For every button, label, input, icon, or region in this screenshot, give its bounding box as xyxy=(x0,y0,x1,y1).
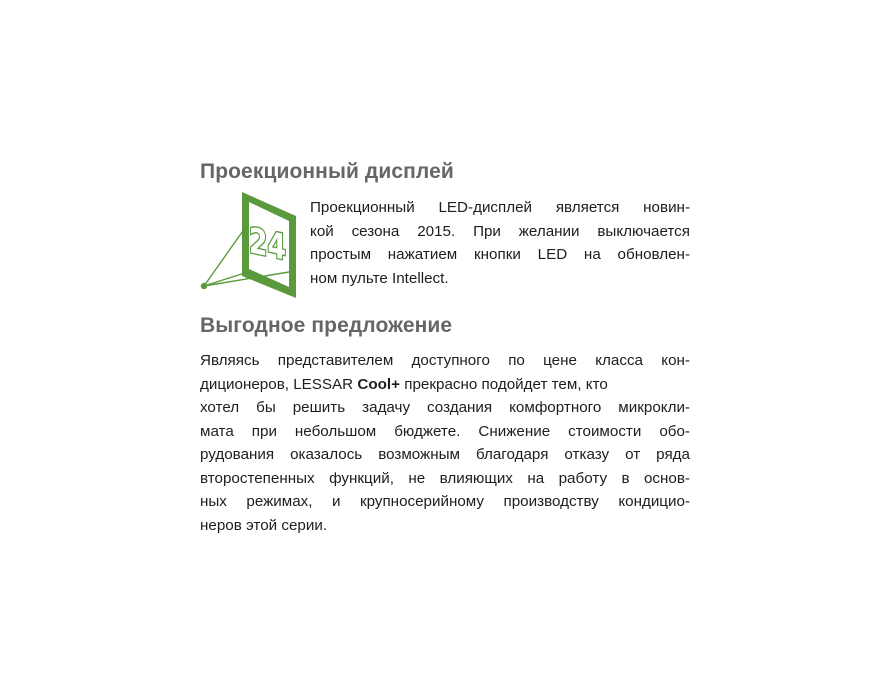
text-fragment: диционеров, LESSAR xyxy=(200,375,354,393)
text-line: неров этой серии. xyxy=(200,516,328,534)
text-line: простым нажатием кнопки LED на обновлен- xyxy=(310,246,690,263)
text-line: Являясь представителем доступного по цене класса кон- xyxy=(200,352,690,369)
text-line: мата при небольшом бюджете. Снижение стоимости обо- xyxy=(200,422,690,440)
text-line: ных режимах, и крупносерийному производству кондицио- xyxy=(200,493,690,510)
text-line: кой сезона 2015. При желании выключается xyxy=(310,222,690,240)
projection-display-digits: 24 xyxy=(249,220,287,269)
text-line: второстепенных функций, не влияющих на работу в основ- xyxy=(200,469,690,487)
section-heading-projection-display: Проекционный дисплей xyxy=(200,160,454,183)
text-fragment: прекрасно подойдет тем, кто xyxy=(400,375,608,393)
text-line: хотел бы решить задачу создания комфортного микрокли- xyxy=(200,399,690,416)
brand-name: Cool+ xyxy=(357,375,401,393)
good-offer-paragraph xyxy=(200,349,690,537)
text-line: Проекционный LED-дисплей является новин- xyxy=(310,199,690,216)
text-line: ном пульте Intellect. xyxy=(310,269,449,287)
text-line xyxy=(200,373,690,397)
text-line: рудования оказалось возможным благодаря отказу от ряда xyxy=(200,446,690,463)
projection-display-icon xyxy=(197,190,303,302)
projection-display-paragraph xyxy=(310,196,690,290)
section-heading-good-offer: Выгодное предложение xyxy=(200,314,453,337)
